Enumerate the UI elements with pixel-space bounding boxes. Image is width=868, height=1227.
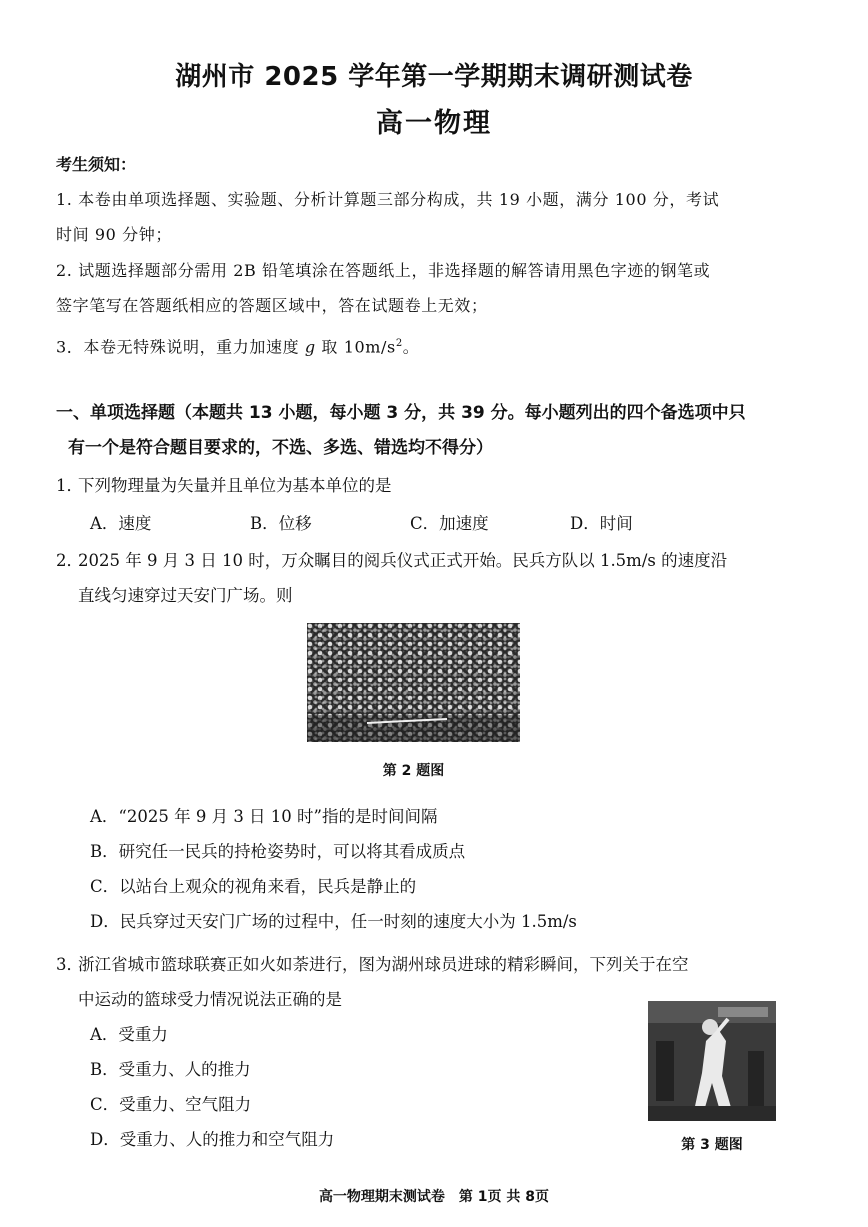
notice-item-2-line-2: 签字笔写在答题纸相应的答题区域中，答在试题卷上无效； — [56, 296, 488, 315]
question-3-stem-line-2: 中运动的篮球受力情况说法正确的是 — [78, 990, 342, 1009]
q1-option-c[interactable]: C．加速度 — [410, 514, 489, 533]
notice-item-2 — [56, 253, 816, 323]
question-3-options — [90, 1017, 610, 1157]
basketball-image — [648, 1001, 776, 1121]
gravity-symbol: g — [304, 337, 316, 357]
q3-option-d[interactable]: D．受重力、人的推力和空气阻力 — [90, 1130, 335, 1149]
question-1 — [56, 468, 816, 503]
figure-3-caption: 第 3 题图 — [681, 1137, 743, 1153]
question-3-stem-line-1: 浙江省城市篮球联赛正如火如荼进行，图为湖州球员进球的精彩瞬间，下列关于在空 — [78, 955, 689, 974]
q3-option-b[interactable]: B．受重力、人的推力 — [90, 1060, 251, 1079]
exam-title: 湖州市 2025 学年第一学期期末调研测试卷 — [175, 62, 693, 92]
exam-subject: 高一物理 — [376, 108, 492, 139]
question-1-stem: 下列物理量为矢量并且单位为基本单位的是 — [78, 476, 392, 495]
q2-option-b[interactable]: B．研究任一民兵的持枪姿势时，可以将其看成质点 — [90, 842, 466, 861]
question-2-options — [90, 799, 830, 939]
basketball-photo — [648, 1001, 776, 1121]
q3-option-c[interactable]: C．受重力、空气阻力 — [90, 1095, 252, 1114]
notice-item-1-line-2: 时间 90 分钟； — [56, 225, 172, 244]
question-1-options — [90, 510, 730, 534]
notice-heading: 考生须知： — [56, 155, 137, 174]
figure-2-caption: 第 2 题图 — [382, 763, 445, 779]
parade-photo — [307, 623, 520, 742]
page-footer: 高一物理期末测试卷 第 1页 共 8页 — [318, 1189, 550, 1205]
section-1-line-1: 一、单项选择题（本题共 13 小题，每小题 3 分，共 39 分。每小题列出的四个备选项中只 — [56, 403, 746, 423]
q2-option-c[interactable]: C．以站台上观众的视角来看，民兵是静止的 — [90, 877, 417, 896]
notice-item-3-end: 。 — [402, 337, 420, 357]
question-2-stem-line-1: 2025 年 9 月 3 日 10 时，万众瞩目的阅兵仪式正式开始。民兵方队以 1.5m/s 的速度沿 — [78, 551, 728, 570]
parade-image — [307, 623, 520, 742]
q2-option-a[interactable]: A．“2025 年 9 月 3 日 10 时”指的是时间间隔 — [90, 807, 438, 826]
q3-option-a[interactable]: A．受重力 — [90, 1025, 168, 1044]
notice-item-3-text: 3．本卷无特殊说明，重力加速度 — [56, 337, 305, 357]
question-2-stem-line-2: 直线匀速穿过天安门广场。则 — [78, 586, 293, 605]
q1-option-d[interactable]: D．时间 — [570, 514, 633, 533]
q1-option-a[interactable]: A．速度 — [90, 514, 152, 533]
notice-item-3 — [56, 326, 816, 364]
notice-item-1-line-1: 1. 本卷由单项选择题、实验题、分析计算题三部分构成，共 19 小题，满分 100 分，考试 — [56, 190, 720, 209]
q1-option-b[interactable]: B．位移 — [250, 514, 312, 533]
question-2-number: 2． — [56, 551, 83, 570]
gravity-value: 取 10m/s — [315, 337, 396, 357]
q2-option-d[interactable]: D．民兵穿过天安门广场的过程中，任一时刻的速度大小为 1.5m/s — [90, 912, 577, 931]
notice-item-2-line-1: 2. 试题选择题部分需用 2B 铅笔填涂在答题纸上，非选择题的解答请用黑色字迹的钢笔或 — [56, 261, 711, 280]
question-1-number: 1． — [56, 476, 83, 495]
notice-item-1 — [56, 182, 816, 252]
section-1-line-2: 有一个是符合题目要求的，不选、多选、错选均不得分） — [68, 438, 493, 458]
question-3-number: 3． — [56, 955, 83, 974]
question-2 — [56, 543, 816, 613]
section-1-header — [56, 396, 816, 466]
unit-exponent: 2 — [395, 338, 403, 349]
